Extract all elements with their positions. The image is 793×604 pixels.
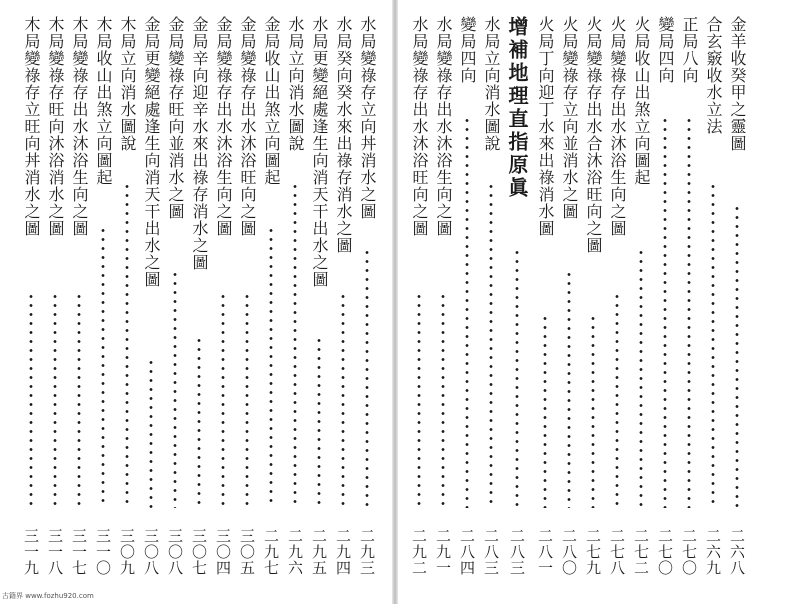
entry-page: 二九五 <box>310 528 328 576</box>
toc-entry <box>332 16 354 576</box>
toc-entry <box>20 16 42 576</box>
entry-title: 金局更變絕處逢生向消天干出水之圖 <box>142 16 161 288</box>
entry-page: 二七九 <box>584 528 602 576</box>
entry-page: 三〇四 <box>214 528 232 576</box>
entry-title: 金局變祿存出水沐浴生向之圖 <box>214 16 233 237</box>
entry-page: 二九一 <box>434 528 452 576</box>
entry-page: 三一八 <box>46 528 64 576</box>
toc-entry <box>92 16 114 576</box>
dot-leader <box>173 270 177 508</box>
dot-leader <box>341 292 345 508</box>
toc-entry <box>456 16 478 576</box>
dot-leader <box>591 314 595 508</box>
toc-entry <box>212 16 234 576</box>
entry-page: 三〇九 <box>118 528 136 576</box>
entry-page: 二八三 <box>508 528 526 576</box>
toc-entry <box>408 16 430 576</box>
entry-page: 二八四 <box>458 528 476 576</box>
toc-entry <box>236 16 258 576</box>
entry-title: 水局立向消水圖說 <box>286 16 305 152</box>
entry-page: 二九二 <box>410 528 428 576</box>
entry-title: 金局變祿存旺向並消水之圖 <box>166 16 185 220</box>
entry-page: 二八三 <box>482 528 500 576</box>
entry-page: 二八一 <box>536 528 554 576</box>
entry-title: 水局變祿存立向丼消水之圖 <box>358 16 377 220</box>
entry-title: 正局八向 <box>680 16 699 84</box>
entry-title: 水局更變絕處逢生向消天干出水之圖 <box>310 16 329 288</box>
entry-title: 金羊收癸甲之靈圖 <box>728 16 747 152</box>
entry-title: 木局立向消水圖說 <box>118 16 137 152</box>
entry-page: 二九四 <box>334 528 352 576</box>
dot-leader <box>101 226 105 508</box>
entry-page: 二七〇 <box>656 528 674 576</box>
toc-entry <box>606 16 628 576</box>
entry-title: 火局變祿存立向並消水之圖 <box>560 16 579 220</box>
entry-title: 金局變祿存出水沐浴旺向之圖 <box>238 16 257 237</box>
section-heading <box>506 16 528 576</box>
dot-leader <box>269 226 273 508</box>
entry-title: 水局立向消水圖說 <box>482 16 501 152</box>
entry-title: 火局收山出煞立向圖起 <box>632 16 651 186</box>
entry-title: 變局四向 <box>656 16 675 84</box>
dot-leader <box>293 182 297 508</box>
dot-leader <box>465 116 469 508</box>
entry-title: 木局變祿存旺向沐浴消水之圖 <box>46 16 65 237</box>
toc-entry <box>678 16 700 576</box>
toc-entry <box>188 16 210 576</box>
entry-title: 木局變祿存立旺向丼消水之圖 <box>22 16 41 237</box>
dot-leader <box>221 292 225 508</box>
toc-entry <box>260 16 282 576</box>
dot-leader <box>29 292 33 508</box>
right-page <box>398 0 793 604</box>
entry-page: 二九六 <box>286 528 304 576</box>
entry-page: 二九七 <box>262 528 280 576</box>
left-page <box>0 0 392 604</box>
toc-entry <box>116 16 138 576</box>
entry-page: 三〇八 <box>166 528 184 576</box>
entry-title: 火局變祿存出水沐浴生向之圖 <box>608 16 627 237</box>
entry-title: 變局四向 <box>458 16 477 84</box>
dot-leader <box>711 182 715 508</box>
entry-title: 木局收山出煞立向圖起 <box>94 16 113 186</box>
dot-leader <box>489 182 493 508</box>
dot-leader <box>149 358 153 508</box>
dot-leader <box>515 248 519 508</box>
dot-leader <box>197 336 201 508</box>
dot-leader <box>417 292 421 508</box>
toc-entry <box>432 16 454 576</box>
entry-title: 水局變祿存出水沐浴旺向之圖 <box>410 16 429 237</box>
toc-entry <box>44 16 66 576</box>
toc-entry <box>140 16 162 576</box>
toc-entry <box>630 16 652 576</box>
dot-leader <box>639 248 643 508</box>
entry-page: 二七〇 <box>680 528 698 576</box>
dot-leader <box>567 270 571 508</box>
toc-entry <box>558 16 580 576</box>
dot-leader <box>663 116 667 508</box>
toc-entry <box>164 16 186 576</box>
dot-leader <box>687 116 691 508</box>
entry-page: 三一九 <box>22 528 40 576</box>
entry-page: 三〇七 <box>190 528 208 576</box>
entry-title: 水局癸向癸水來出祿存消水之圖 <box>334 16 353 254</box>
toc-entry <box>726 16 748 576</box>
toc-entry <box>702 16 724 576</box>
dot-leader <box>365 248 369 508</box>
dot-leader <box>77 292 81 508</box>
entry-page: 二六九 <box>704 528 722 576</box>
toc-entry <box>582 16 604 576</box>
entry-title: 合玄竅收水立法 <box>704 16 723 135</box>
toc-entry <box>284 16 306 576</box>
entry-page: 二八〇 <box>560 528 578 576</box>
dot-leader <box>441 292 445 508</box>
entry-page: 三〇八 <box>142 528 160 576</box>
toc-entry <box>534 16 556 576</box>
toc-entry <box>68 16 90 576</box>
toc-entry <box>308 16 330 576</box>
dot-leader <box>53 292 57 508</box>
section-heading-title: 增補地理直指原眞 <box>505 16 529 200</box>
entry-title: 水局變祿存出水沐浴生向之圖 <box>434 16 453 237</box>
toc-entry <box>654 16 676 576</box>
toc-entry <box>356 16 378 576</box>
entry-title: 金局收山出煞立向圖起 <box>262 16 281 186</box>
dot-leader <box>615 292 619 508</box>
entry-page: 二七二 <box>632 528 650 576</box>
toc-entry <box>480 16 502 576</box>
entry-title: 火局變祿存出水合沐浴旺向之圖 <box>584 16 603 254</box>
entry-title: 木局變祿存出水沐浴生向之圖 <box>70 16 89 237</box>
dot-leader <box>245 292 249 508</box>
entry-page: 三一〇 <box>94 528 112 576</box>
entry-page: 三一七 <box>70 528 88 576</box>
entry-title: 火局丁向迎丁水來出祿消水圖 <box>536 16 555 237</box>
entry-page: 二九三 <box>358 528 376 576</box>
dot-leader <box>735 204 739 508</box>
entry-page: 三〇五 <box>238 528 256 576</box>
entry-page: 二七八 <box>608 528 626 576</box>
dot-leader <box>125 182 129 508</box>
entry-page: 二六八 <box>728 528 746 576</box>
dot-leader <box>543 314 547 508</box>
entry-title: 金局辛向迎辛水來出祿存消水之圖 <box>190 16 209 271</box>
dot-leader <box>317 336 321 508</box>
site-watermark: 古籍界 www.fozhu920.com <box>2 592 94 600</box>
